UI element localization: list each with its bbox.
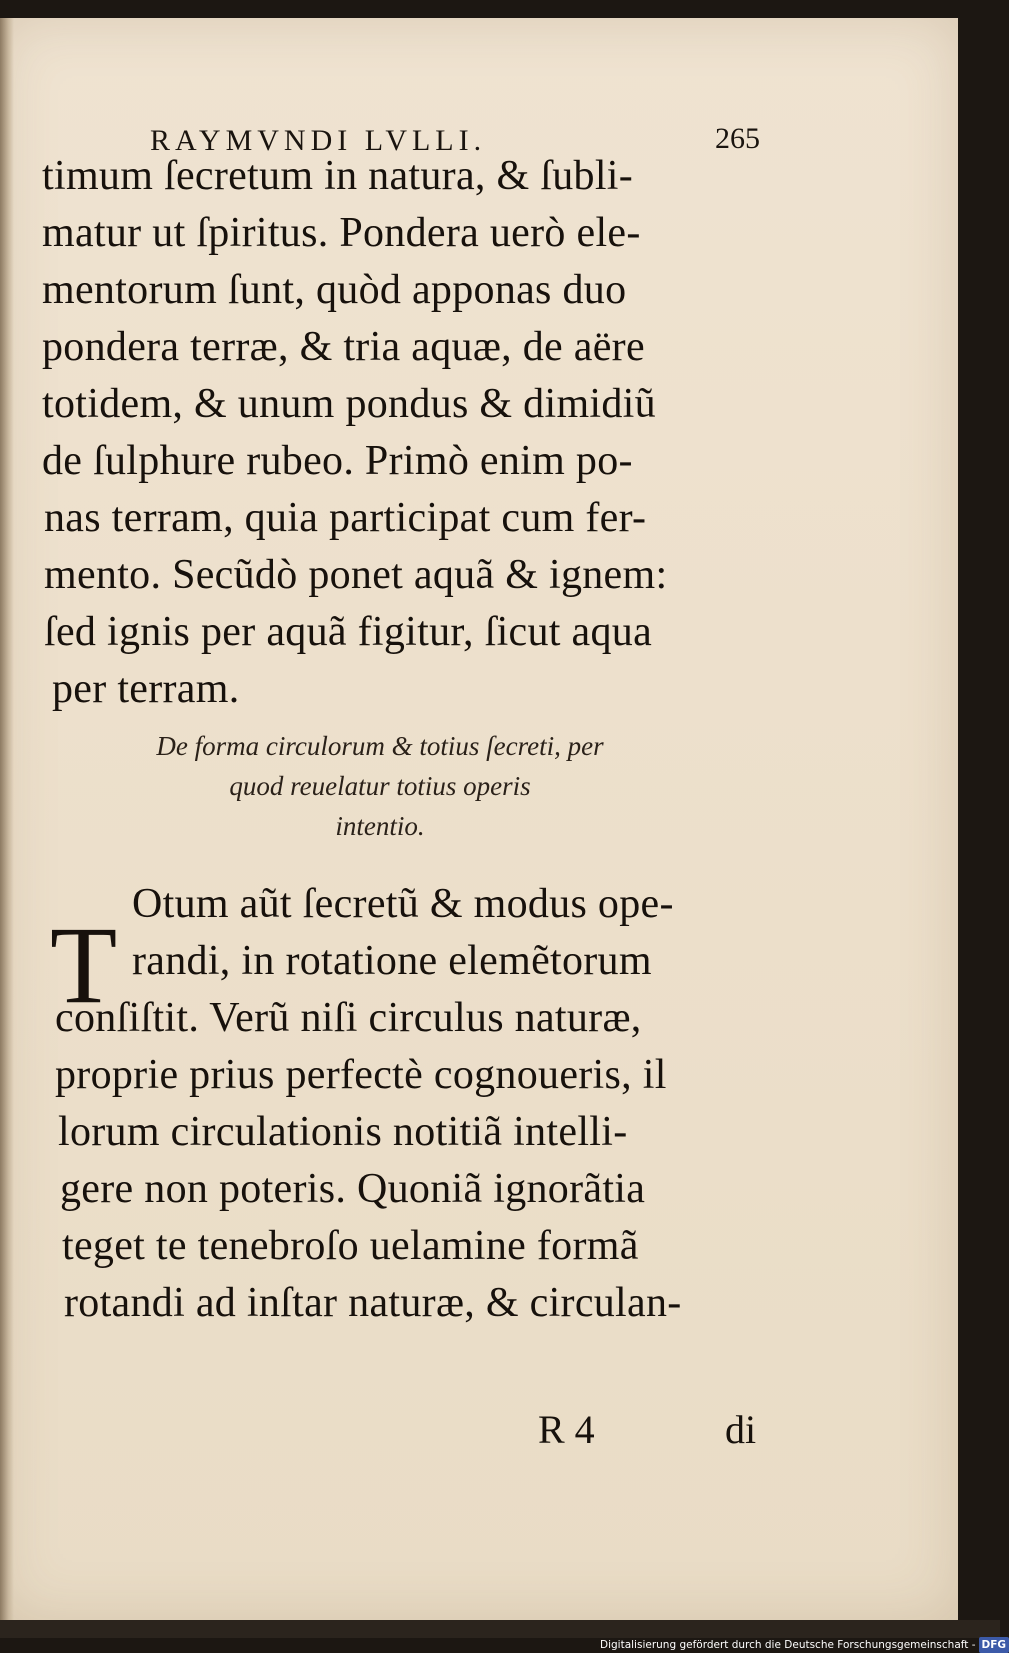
book-page — [0, 18, 958, 1620]
section-line: randi, in rotatione elemẽtorum — [132, 938, 652, 984]
signature-mark: R 4 — [538, 1407, 595, 1452]
body-line: per terram. — [52, 666, 240, 712]
body-line: timum ſecretum in natura, & ſubli- — [42, 153, 634, 199]
body-line: ſed ignis per aquã figitur, ſicut aqua — [44, 609, 653, 655]
body-line: mentorum ſunt, quòd apponas duo — [42, 267, 627, 313]
body-line: pondera terræ, & tria aquæ, de aëre — [42, 324, 645, 370]
dfg-logo-badge: DFG — [979, 1637, 1009, 1653]
section-line: rotandi ad inſtar naturæ, & circulan- — [64, 1280, 682, 1326]
section-line: lorum circulationis notitiã intelli- — [58, 1109, 628, 1155]
section-line: conſiſtit. Verũ niſi circulus naturæ, — [55, 995, 642, 1041]
section-line: gere non poteris. Quoniã ignorãtia — [60, 1166, 646, 1212]
caption-line: De forma circulorum & totius ſecreti, per — [156, 731, 604, 761]
caption-line: intentio. — [335, 811, 425, 841]
body-line: nas terram, quia participat cum fer- — [44, 495, 647, 541]
page-number: 265 — [715, 122, 760, 155]
section-line: teget te tenebroſo uelamine formã — [62, 1223, 639, 1269]
body-line: matur ut ſpiritus. Pondera uerò ele- — [42, 210, 641, 256]
digitization-notice — [600, 1637, 1007, 1653]
digitization-notice-text: Digitalisierung gefördert durch die Deutsche Forschungsgemeinschaft - — [600, 1639, 976, 1651]
section-line: Otum aũt ſecretũ & modus ope- — [132, 881, 674, 927]
catchword: di — [725, 1407, 757, 1452]
caption-line: quod reuelatur totius operis — [229, 771, 531, 801]
running-head: RAYMVNDI LVLLI. — [150, 124, 487, 157]
scan-border — [0, 1620, 1000, 1638]
drop-cap: T — [50, 904, 118, 1026]
body-line: mento. Secũdò ponet aquã & ignem: — [44, 552, 668, 598]
section-line: proprie prius perfectè cognoueris, il — [55, 1052, 667, 1098]
body-line: totidem, & unum pondus & dimidiũ — [42, 381, 656, 427]
body-line: de ſulphure rubeo. Primò enim po- — [42, 438, 633, 484]
